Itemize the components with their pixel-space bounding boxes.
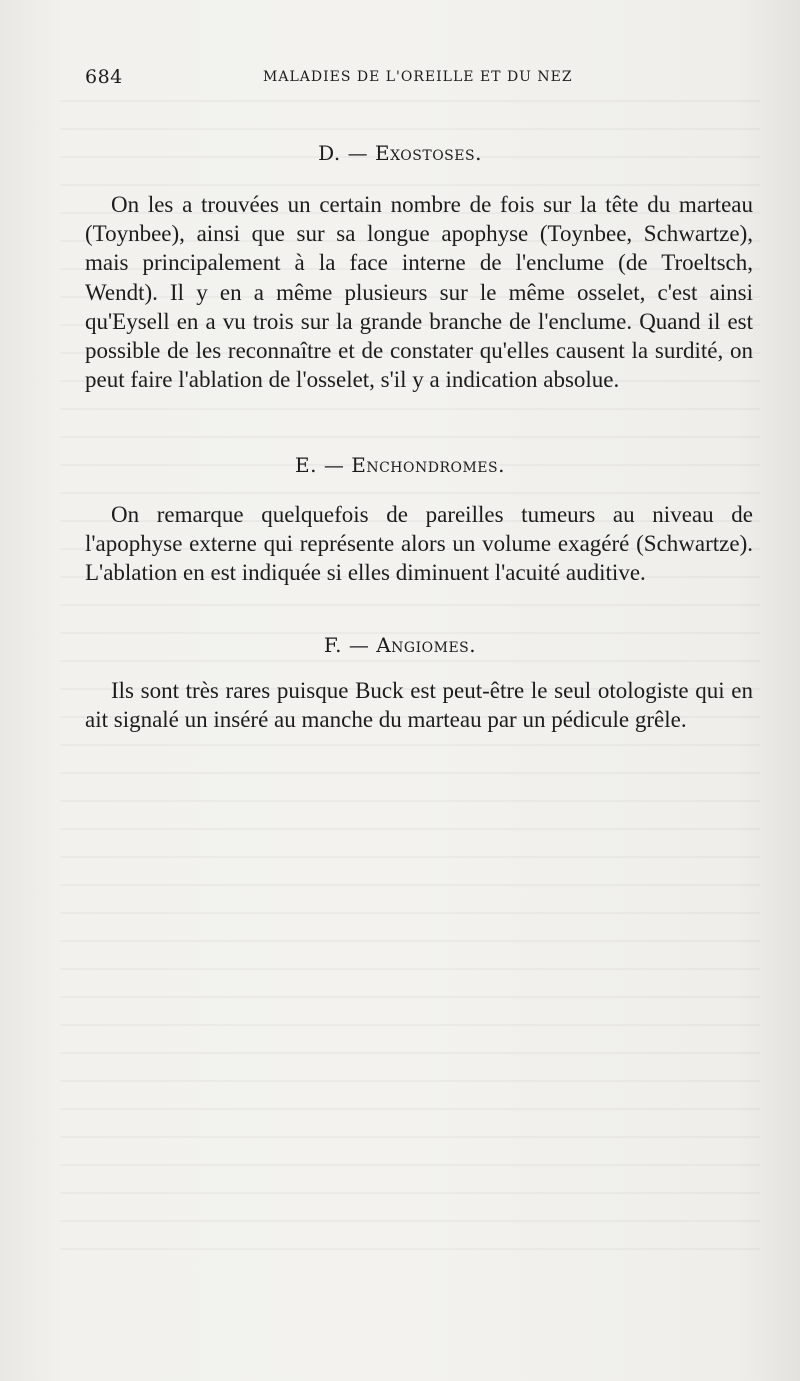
section-title: Exostoses. (374, 141, 482, 165)
section-letter: D. (318, 141, 341, 165)
paragraph-enchondromes: On remarque quelquefois de pareilles tumeurs au niveau de l'apophyse externe qui représente alors un volume exagéré (Schwartze). L'ablation en est indiquée si elles diminuent l'acuité auditive. (85, 502, 753, 586)
section-dash: — (348, 633, 370, 657)
section-dash: — (347, 141, 369, 165)
section-letter: F. (323, 633, 342, 657)
section-heading-enchondromes (0, 453, 800, 477)
section-letter: E. (295, 453, 317, 477)
page-header (85, 66, 765, 86)
page-number: 684 (85, 66, 123, 88)
section-title: Enchondromes. (351, 453, 505, 477)
section-title: Angiomes. (376, 633, 477, 657)
section-dash: — (323, 453, 345, 477)
section-heading-exostoses (0, 141, 800, 165)
running-title: MALADIES DE L'OREILLE ET DU NEZ (263, 69, 573, 85)
paragraph-exostoses: On les a trouvées un certain nombre de fois sur la tête du marteau (Toynbee), ainsi que sur sa longue apophyse (Toynbee, Schwartze), mais principalement à la face interne de l'enclume (de Troeltsch, Wendt). Il y en a même plusieurs sur le même osselet, c'est ainsi qu'Eysell en a vu trois sur la grande branche de l'enclume. Quand il est possible de les reconnaître et de constater qu'elles causent la surdité, on peut faire l'ablation de l'osselet, s'il y a indication absolue. (85, 192, 753, 393)
section-heading-angiomes (0, 633, 800, 657)
paragraph-angiomes: Ils sont très rares puisque Buck est peut-être le seul otologiste qui en ait signalé un inséré au manche du marteau par un pédicule grêle. (85, 678, 753, 733)
